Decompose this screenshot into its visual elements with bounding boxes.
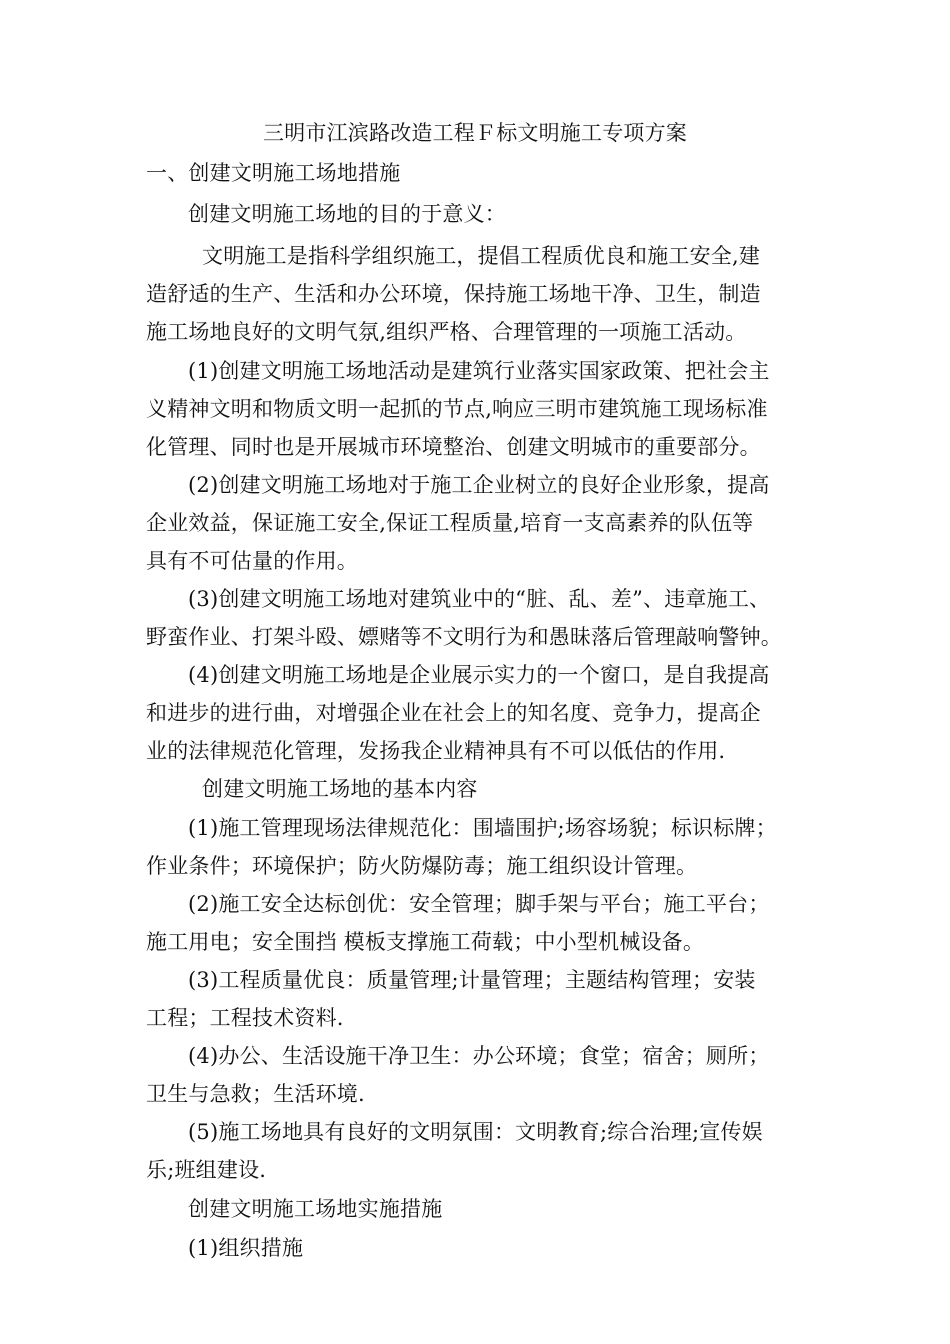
content-item-2-line-2: 施工用电；安全围挡 模板支撑施工荷载；中小型机械设备。	[146, 930, 705, 954]
content-item-4-line-2: 卫生与急救；生活环境.	[146, 1082, 365, 1106]
purpose-item-4-line-3: 业的法律规范化管理，发扬我企业精神具有不可以低估的作用.	[146, 739, 726, 763]
measures-item-1: (1)组织措施	[188, 1236, 304, 1260]
purpose-item-2-line-3: 具有不可估量的作用。	[146, 549, 358, 573]
content-heading: 创建文明施工场地的基本内容	[202, 777, 478, 801]
content-item-1-line-2: 作业条件；环境保护；防火防爆防毒；施工组织设计管理。	[146, 854, 698, 878]
content-item-2-line-1: (2)施工安全达标创优：安全管理；脚手架与平台；施工平台；	[188, 892, 770, 916]
purpose-heading: 创建文明施工场地的目的于意义：	[188, 202, 506, 226]
content-item-5-line-2: 乐;班组建设.	[146, 1158, 267, 1182]
content-item-3-line-1: (3)工程质量优良：质量管理;计量管理；主题结构管理；安装	[188, 968, 756, 992]
purpose-item-3-line-2: 野蛮作业、打架斗殴、嫖赌等不文明行为和愚昧落后管理敲响警钟。	[146, 625, 782, 649]
purpose-item-2-line-1: (2)创建文明施工场地对于施工企业树立的良好企业形象，提高	[188, 473, 770, 497]
document-title: 三明市江滨路改造工程Ｆ标文明施工专项方案	[263, 121, 687, 145]
purpose-item-4-line-1: (4)创建文明施工场地是企业展示实力的一个窗口，是自我提高	[188, 663, 770, 687]
section-heading: 一、创建文明施工场地措施	[146, 161, 401, 185]
purpose-item-4-line-2: 和进步的进行曲，对增强企业在社会上的知名度、竞争力，提高企	[146, 701, 761, 725]
purpose-item-1-line-2: 义精神文明和物质文明一起抓的节点,响应三明市建筑施工现场标准	[146, 397, 768, 421]
measures-heading: 创建文明施工场地实施措施	[188, 1197, 443, 1221]
purpose-item-1-line-3: 化管理、同时也是开展城市环境整治、创建文明城市的重要部分。	[146, 435, 761, 459]
intro-line-1: 文明施工是指科学组织施工，提倡工程质优良和施工安全,建	[202, 244, 761, 268]
content-item-5-line-1: (5)施工场地具有良好的文明氛围：文明教育;综合治理;宣传娱	[188, 1120, 763, 1144]
purpose-item-1-line-1: (1)创建文明施工场地活动是建筑行业落实国家政策、把社会主	[188, 359, 770, 383]
content-item-4-line-1: (4)办公、生活设施干净卫生：办公环境；食堂；宿舍；厕所；	[188, 1044, 770, 1068]
content-item-3-line-2: 工程；工程技术资料.	[146, 1006, 344, 1030]
content-item-1-line-1: (1)施工管理现场法律规范化：围墙围护;场容场貌；标识标牌；	[188, 816, 777, 840]
intro-line-2: 造舒适的生产、生活和办公环境，保持施工场地干净、卫生，制造	[146, 282, 761, 306]
purpose-item-3-line-1: (3)创建文明施工场地对建筑业中的“脏、乱、差”、违章施工、	[188, 587, 771, 611]
intro-line-3: 施工场地良好的文明气氛,组织严格、合理管理的一项施工活动。	[146, 320, 747, 344]
purpose-item-2-line-2: 企业效益，保证施工安全,保证工程质量,培育一支高素养的队伍等	[146, 511, 754, 535]
